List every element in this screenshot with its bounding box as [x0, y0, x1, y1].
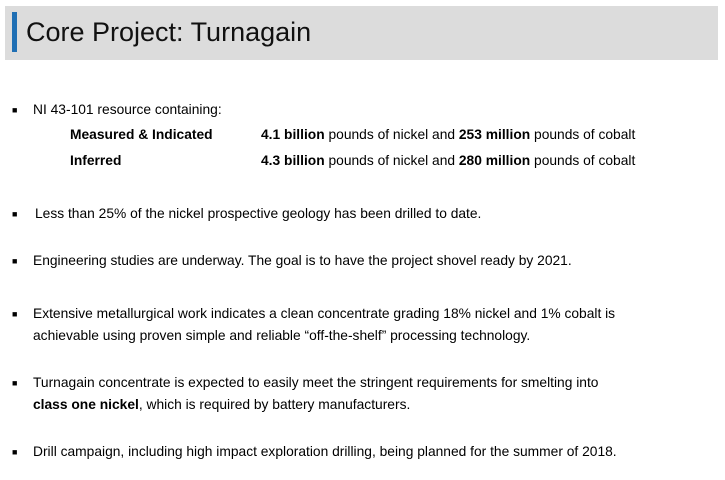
- nickel-amount: 4.1 billion: [261, 127, 325, 142]
- cobalt-text: pounds of cobalt: [530, 127, 636, 142]
- bullet-text: Engineering studies are underway. The goal is to have the project shovel ready by 2021.: [33, 253, 572, 268]
- resource-detail: [261, 124, 635, 146]
- bullet-text: Less than 25% of the nickel prospective geology has been drilled to date.: [35, 206, 482, 221]
- bullet-line: [33, 394, 708, 416]
- cobalt-amount: 280 million: [458, 153, 531, 168]
- resource-label: Measured & Indicated: [70, 127, 213, 142]
- bold-phrase: class one nickel: [33, 397, 139, 412]
- bullet-text: NI 43-101 resource containing:: [33, 102, 222, 117]
- nickel-text: pounds of nickel and: [324, 153, 459, 168]
- cobalt-amount: 253 million: [458, 127, 531, 142]
- bullet-line: achievable using proven simple and reliable “off-the-shelf” processing technology.: [33, 328, 531, 343]
- nickel-amount: 4.3 billion: [261, 153, 325, 168]
- cobalt-text: pounds of cobalt: [530, 153, 636, 168]
- bullet-square-icon: ■: [12, 256, 18, 266]
- bullet-square-icon: ■: [12, 447, 18, 457]
- bullet-line: Extensive metallurgical work indicates a clean concentrate grading 18% nickel and 1% cobalt is: [33, 306, 616, 321]
- line-rest: , which is required by battery manufacturers.: [138, 397, 411, 412]
- resource-detail: [261, 150, 635, 172]
- bullet-square-icon: ■: [12, 309, 18, 319]
- bullet-square-icon: ■: [12, 105, 18, 115]
- nickel-text: pounds of nickel and: [324, 127, 459, 142]
- bullet-square-icon: ■: [12, 378, 18, 388]
- bullet-square-icon: ■: [12, 209, 18, 219]
- bullet-text: [33, 372, 708, 416]
- bullet-line: Turnagain concentrate is expected to easily meet the stringent requirements for smelting into: [33, 375, 599, 390]
- bullet-text: Drill campaign, including high impact exploration drilling, being planned for the summer of 2018.: [33, 444, 617, 459]
- bullet-text: [33, 303, 708, 347]
- resource-label: Inferred: [70, 153, 122, 168]
- slide-title: Core Project: Turnagain: [26, 17, 312, 47]
